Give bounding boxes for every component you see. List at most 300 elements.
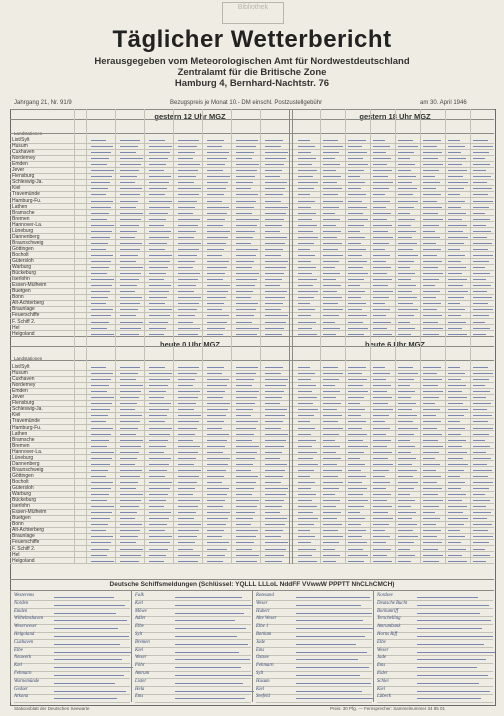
bottom-entry-stroke xyxy=(120,518,135,519)
ship-station-name: Lister xyxy=(135,678,147,684)
top-entry-stroke xyxy=(236,237,253,238)
bottom-entry-stroke xyxy=(236,379,254,380)
top-entry-stroke xyxy=(423,309,437,310)
bottom-entry-stroke xyxy=(149,421,165,422)
ship-station-name: Norden xyxy=(14,600,29,606)
bottom-entry-stroke xyxy=(178,482,197,483)
top-entry-stroke xyxy=(473,231,491,232)
top-entry-stroke xyxy=(398,303,413,304)
top-entry-stroke xyxy=(236,158,252,159)
bottom-entry-stroke xyxy=(91,561,114,562)
top-entry-stroke xyxy=(149,315,170,316)
bottom-entry-stroke xyxy=(91,524,108,525)
bottom-entry-stroke xyxy=(178,542,195,543)
top-entry-stroke xyxy=(323,237,337,238)
bottom-station-name: Hamburg-Fu. xyxy=(12,424,42,431)
ship-entry-stroke xyxy=(417,628,482,629)
bottom-entry-stroke xyxy=(398,409,412,410)
bottom-station-name: Iserlohn xyxy=(12,503,30,510)
bottom-row-rule xyxy=(10,503,494,504)
top-entry-stroke xyxy=(207,231,230,232)
bottom-station-name: Bramsche xyxy=(12,436,35,443)
top-entry-stroke xyxy=(473,219,490,220)
top-entry-stroke xyxy=(448,267,466,268)
top-entry-stroke xyxy=(298,285,313,286)
top-entry-stroke xyxy=(348,188,361,189)
top-entry-stroke xyxy=(423,303,441,304)
bottom-entry-stroke xyxy=(236,561,257,562)
top-entry-stroke xyxy=(398,219,415,220)
top-entry-stroke xyxy=(448,334,467,335)
top-station-name: Braunlage xyxy=(12,306,35,313)
top-entry-stroke xyxy=(120,152,136,153)
top-entry-stroke xyxy=(373,261,386,262)
ship-row-rule xyxy=(377,702,493,703)
top-entry-stroke xyxy=(91,309,113,310)
top-entry-stroke xyxy=(298,255,315,256)
bottom-entry-stroke xyxy=(373,373,390,374)
top-entry-stroke xyxy=(348,194,366,195)
bottom-entry-stroke xyxy=(236,482,256,483)
top-entry-stroke xyxy=(448,219,462,220)
bottom-entry-stroke xyxy=(298,452,317,453)
bottom-entry-stroke xyxy=(207,470,226,471)
top-entry-stroke xyxy=(207,158,227,159)
bottom-entry-stroke xyxy=(178,518,194,519)
top-entry-stroke xyxy=(149,279,164,280)
page-title: Täglicher Wetterbericht xyxy=(112,26,392,53)
top-entry-stroke xyxy=(423,291,440,292)
bottom-entry-stroke xyxy=(265,391,284,392)
bottom-entry-stroke xyxy=(473,403,491,404)
top-entry-stroke xyxy=(348,225,364,226)
ship-entry-stroke xyxy=(54,659,122,660)
bottom-entry-stroke xyxy=(398,518,412,519)
top-entry-stroke xyxy=(473,152,489,153)
bottom-entry-stroke xyxy=(448,452,467,453)
bottom-entry-stroke xyxy=(448,415,464,416)
top-entry-stroke xyxy=(348,146,362,147)
top-entry-stroke xyxy=(348,322,363,323)
top-station-name: Gütersloh xyxy=(12,258,34,264)
top-entry-stroke xyxy=(373,309,390,310)
ship-station-name: Elbe xyxy=(135,624,144,630)
top-entry-stroke xyxy=(373,334,392,335)
bottom-entry-stroke xyxy=(398,415,417,416)
bottom-entry-stroke xyxy=(398,549,410,550)
top-entry-stroke xyxy=(323,201,343,202)
bottom-entry-stroke xyxy=(120,536,138,537)
ship-reports-header: Deutsche Schiffsmeldungen (Schlüssel: YQLLL LLLoL NddFF VVwwW PPPTT NhCLhCMCH) xyxy=(109,581,395,588)
bottom-entry-stroke xyxy=(448,488,461,489)
top-entry-stroke xyxy=(473,291,487,292)
top-station-name: Bückeburg xyxy=(12,270,36,277)
top-station-name: Feuerschiffe xyxy=(12,312,40,319)
bottom-entry-stroke xyxy=(298,367,310,368)
bottom-entry-stroke xyxy=(373,488,386,489)
top-entry-stroke xyxy=(348,249,366,250)
bottom-entry-stroke xyxy=(323,452,336,453)
bottom-entry-stroke xyxy=(323,379,339,380)
top-entry-stroke xyxy=(265,315,288,316)
top-entry-stroke xyxy=(398,315,414,316)
top-entry-stroke xyxy=(348,140,366,141)
top-entry-stroke xyxy=(207,182,228,183)
ship-station-name: Bremen xyxy=(135,639,150,645)
bottom-entry-stroke xyxy=(236,367,258,368)
top-entry-stroke xyxy=(448,303,460,304)
top-entry-stroke xyxy=(236,194,258,195)
bottom-entry-stroke xyxy=(348,446,368,447)
top-row-rule xyxy=(10,167,494,168)
bottom-row-rule xyxy=(10,539,494,540)
top-station-name: Alt-Achterberg xyxy=(12,300,44,307)
bottom-station-name: List/Sylt xyxy=(12,364,30,370)
section-header-bottom-right: heute 6 Uhr MGZ xyxy=(364,340,425,349)
top-entry-stroke xyxy=(91,249,106,250)
bottom-entry-stroke xyxy=(423,379,442,380)
bottom-entry-stroke xyxy=(448,482,465,483)
bottom-entry-stroke xyxy=(298,470,314,471)
bottom-entry-stroke xyxy=(91,536,113,537)
bottom-entry-stroke xyxy=(473,428,493,429)
top-entry-stroke xyxy=(298,201,315,202)
bottom-row-rule xyxy=(10,370,494,371)
top-entry-stroke xyxy=(120,225,139,226)
subscription-price: Bezugspreis je Monat 10.- DM einschl. Postzustellgebühr xyxy=(170,100,323,106)
bottom-column-rule xyxy=(345,336,346,564)
top-entry-stroke xyxy=(120,303,140,304)
top-entry-stroke xyxy=(236,152,254,153)
top-entry-stroke xyxy=(149,158,168,159)
bottom-entry-stroke xyxy=(473,446,490,447)
bottom-entry-stroke xyxy=(373,494,391,495)
ship-entry-stroke xyxy=(54,605,125,606)
ship-entry-stroke xyxy=(296,644,356,645)
top-entry-stroke xyxy=(91,219,107,220)
bottom-entry-stroke xyxy=(348,397,364,398)
bottom-entry-stroke xyxy=(298,403,313,404)
top-entry-stroke xyxy=(448,297,464,298)
bottom-entry-stroke xyxy=(178,379,195,380)
bottom-entry-stroke xyxy=(265,403,280,404)
ship-entry-stroke xyxy=(417,667,477,668)
bottom-entry-stroke xyxy=(178,434,195,435)
bottom-entry-stroke xyxy=(178,494,193,495)
bottom-entry-stroke xyxy=(265,397,282,398)
bottom-entry-stroke xyxy=(265,482,281,483)
bottom-entry-stroke xyxy=(265,373,281,374)
ship-station-name: Kiel xyxy=(135,600,143,606)
bottom-entry-stroke xyxy=(91,482,113,483)
bottom-entry-stroke xyxy=(178,464,194,465)
ship-entry-stroke xyxy=(296,605,361,606)
top-row-rule xyxy=(10,203,494,204)
top-row-rule xyxy=(10,306,494,307)
ship-entry-stroke xyxy=(54,675,124,676)
bottom-entry-stroke xyxy=(348,476,366,477)
bottom-entry-stroke xyxy=(398,428,418,429)
bottom-entry-stroke xyxy=(236,512,255,513)
top-entry-stroke xyxy=(207,315,229,316)
ship-station-name: Ems xyxy=(135,694,144,700)
top-row-rule xyxy=(10,179,494,180)
top-entry-stroke xyxy=(265,225,282,226)
top-entry-stroke xyxy=(120,279,139,280)
top-entry-stroke xyxy=(298,219,312,220)
bottom-entry-stroke xyxy=(236,446,259,447)
top-entry-stroke xyxy=(373,213,391,214)
top-entry-stroke xyxy=(149,291,169,292)
ship-entry-stroke xyxy=(417,644,484,645)
bottom-entry-stroke xyxy=(398,397,411,398)
top-row-rule xyxy=(10,149,494,150)
top-entry-stroke xyxy=(323,152,339,153)
ship-station-name: Elbe 1 xyxy=(256,624,269,630)
top-entry-stroke xyxy=(236,243,251,244)
bottom-entry-stroke xyxy=(236,500,259,501)
top-entry-stroke xyxy=(207,285,230,286)
bottom-entry-stroke xyxy=(236,421,258,422)
top-entry-stroke xyxy=(323,140,338,141)
top-entry-stroke xyxy=(207,140,224,141)
top-entry-stroke xyxy=(398,158,410,159)
bottom-row-rule xyxy=(10,466,494,467)
top-entry-stroke xyxy=(423,146,437,147)
top-entry-stroke xyxy=(178,315,195,316)
top-entry-stroke xyxy=(323,170,336,171)
bottom-column-rule xyxy=(260,336,261,564)
top-entry-stroke xyxy=(120,297,142,298)
bottom-entry-stroke xyxy=(373,542,386,543)
top-row-rule xyxy=(10,251,494,252)
top-entry-stroke xyxy=(265,152,288,153)
bottom-entry-stroke xyxy=(398,506,411,507)
top-entry-stroke xyxy=(348,315,367,316)
top-entry-stroke xyxy=(323,231,341,232)
bottom-entry-stroke xyxy=(91,415,108,416)
bottom-row-rule xyxy=(10,563,494,564)
bottom-entry-stroke xyxy=(323,403,341,404)
top-entry-stroke xyxy=(265,309,281,310)
bottom-entry-stroke xyxy=(207,428,222,429)
top-entry-stroke xyxy=(423,285,435,286)
top-entry-stroke xyxy=(423,273,443,274)
bottom-entry-stroke xyxy=(91,512,112,513)
top-entry-stroke xyxy=(265,322,286,323)
top-entry-stroke xyxy=(91,261,111,262)
ship-entry-stroke xyxy=(417,605,489,606)
bottom-entry-stroke xyxy=(398,434,414,435)
top-entry-stroke xyxy=(120,291,135,292)
bottom-entry-stroke xyxy=(398,458,416,459)
bottom-entry-stroke xyxy=(178,385,193,386)
bottom-entry-stroke xyxy=(120,367,140,368)
bottom-entry-stroke xyxy=(91,367,106,368)
bottom-entry-stroke xyxy=(423,524,436,525)
ship-entry-stroke xyxy=(417,675,488,676)
bottom-entry-stroke xyxy=(178,391,200,392)
bottom-entry-stroke xyxy=(398,464,412,465)
ship-entry-stroke xyxy=(175,675,252,676)
top-entry-stroke xyxy=(265,255,281,256)
bottom-entry-stroke xyxy=(448,379,461,380)
bottom-entry-stroke xyxy=(236,506,257,507)
top-entry-stroke xyxy=(423,328,443,329)
bottom-entry-stroke xyxy=(207,452,223,453)
top-entry-stroke xyxy=(236,188,251,189)
top-entry-stroke xyxy=(207,194,224,195)
top-column-rule xyxy=(115,109,116,337)
bottom-entry-stroke xyxy=(423,494,438,495)
top-entry-stroke xyxy=(149,164,166,165)
ship-station-name: Kiel xyxy=(377,686,385,692)
top-entry-stroke xyxy=(149,213,168,214)
bottom-station-name: Braunlage xyxy=(12,533,35,540)
bottom-entry-stroke xyxy=(348,403,360,404)
bottom-station-name: Dannenberg xyxy=(12,460,40,467)
top-entry-stroke xyxy=(265,194,283,195)
bottom-entry-stroke xyxy=(236,530,258,531)
top-entry-stroke xyxy=(398,328,415,329)
bottom-entry-stroke xyxy=(207,385,227,386)
bottom-top-rule xyxy=(10,336,494,337)
top-row-rule xyxy=(10,294,494,295)
top-entry-stroke xyxy=(298,194,310,195)
top-entry-stroke xyxy=(373,164,387,165)
top-entry-stroke xyxy=(323,267,335,268)
top-entry-stroke xyxy=(207,188,226,189)
top-entry-stroke xyxy=(323,225,336,226)
top-entry-stroke xyxy=(448,146,465,147)
top-entry-stroke xyxy=(398,243,417,244)
bottom-entry-stroke xyxy=(348,421,366,422)
library-stamp: Bibliothek xyxy=(222,2,284,24)
bottom-entry-stroke xyxy=(178,470,201,471)
bottom-entry-stroke xyxy=(423,421,441,422)
top-entry-stroke xyxy=(448,237,468,238)
bottom-station-name: Bonn xyxy=(12,521,24,528)
top-entry-stroke xyxy=(91,146,113,147)
bottom-entry-stroke xyxy=(373,518,393,519)
top-entry-stroke xyxy=(265,231,280,232)
bottom-entry-stroke xyxy=(323,561,336,562)
bottom-entry-stroke xyxy=(348,415,361,416)
bottom-entry-stroke xyxy=(373,561,392,562)
top-entry-stroke xyxy=(298,249,310,250)
top-entry-stroke xyxy=(149,201,172,202)
top-entry-stroke xyxy=(265,207,288,208)
top-entry-stroke xyxy=(448,207,461,208)
top-entry-stroke xyxy=(265,249,283,250)
bottom-entry-stroke xyxy=(373,530,385,531)
bottom-station-name: Kiel xyxy=(12,412,21,419)
bottom-entry-stroke xyxy=(348,482,362,483)
top-station-name: Bremen xyxy=(12,215,30,222)
top-entry-stroke xyxy=(149,188,167,189)
top-entry-stroke xyxy=(398,201,418,202)
top-entry-stroke xyxy=(448,315,461,316)
top-entry-stroke xyxy=(207,261,229,262)
top-entry-stroke xyxy=(236,328,259,329)
address-line: Hamburg 4, Bernhard-Nachtstr. 76 xyxy=(174,78,330,89)
top-entry-stroke xyxy=(323,322,335,323)
top-entry-stroke xyxy=(91,201,113,202)
top-entry-stroke xyxy=(178,146,197,147)
bottom-entry-stroke xyxy=(348,440,363,441)
top-entry-stroke xyxy=(149,231,171,232)
bottom-entry-stroke xyxy=(473,452,486,453)
ship-row-rule xyxy=(14,694,130,695)
ships-column-rule xyxy=(131,590,132,702)
top-entry-stroke xyxy=(298,164,312,165)
ship-station-name: Cuxhaven xyxy=(14,639,34,645)
top-entry-stroke xyxy=(178,152,195,153)
bottom-head-rule xyxy=(10,346,494,347)
top-entry-stroke xyxy=(373,231,388,232)
bottom-station-name: Warburg xyxy=(12,491,31,498)
bottom-entry-stroke xyxy=(91,506,114,507)
bottom-entry-stroke xyxy=(473,434,489,435)
top-entry-stroke xyxy=(120,322,143,323)
ship-row-rule xyxy=(256,647,372,648)
top-station-name: Kiel xyxy=(12,185,21,192)
top-entry-stroke xyxy=(149,285,171,286)
top-entry-stroke xyxy=(207,309,222,310)
bottom-entry-stroke xyxy=(149,518,169,519)
top-entry-stroke xyxy=(448,225,467,226)
bottom-entry-stroke xyxy=(207,440,227,441)
ship-row-rule xyxy=(14,600,130,601)
bottom-entry-stroke xyxy=(448,434,461,435)
top-entry-stroke xyxy=(398,188,417,189)
top-entry-stroke xyxy=(448,182,468,183)
top-entry-stroke xyxy=(348,279,364,280)
ships-top-rule xyxy=(10,579,494,580)
ship-station-name: Ems xyxy=(377,663,386,669)
top-entry-stroke xyxy=(398,285,416,286)
bottom-entry-stroke xyxy=(373,549,391,550)
bottom-entry-stroke xyxy=(298,446,312,447)
bottom-entry-stroke xyxy=(423,530,441,531)
bottom-entry-stroke xyxy=(298,482,315,483)
top-entry-stroke xyxy=(207,291,228,292)
bottom-entry-stroke xyxy=(423,470,436,471)
top-entry-stroke xyxy=(207,303,224,304)
bottom-entry-stroke xyxy=(423,409,440,410)
bottom-row-rule xyxy=(10,400,494,401)
top-entry-stroke xyxy=(448,176,463,177)
ship-entry-stroke xyxy=(296,636,365,637)
bottom-entry-stroke xyxy=(323,446,340,447)
bottom-entry-stroke xyxy=(323,482,343,483)
bottom-entry-stroke xyxy=(178,536,197,537)
bottom-entry-stroke xyxy=(178,415,201,416)
ship-row-rule xyxy=(135,702,251,703)
ship-entry-stroke xyxy=(417,620,491,621)
section-header-top-right: gestern 18 Uhr MGZ xyxy=(359,112,431,121)
bottom-entry-stroke xyxy=(348,488,367,489)
bottom-entry-stroke xyxy=(373,415,389,416)
ships-column-rule xyxy=(252,590,253,702)
top-entry-stroke xyxy=(149,303,165,304)
bottom-column-rule xyxy=(420,336,421,564)
top-entry-stroke xyxy=(423,322,438,323)
bottom-entry-stroke xyxy=(373,446,387,447)
bottom-entry-stroke xyxy=(265,476,283,477)
bottom-entry-stroke xyxy=(423,464,440,465)
top-column-rule xyxy=(144,109,145,337)
